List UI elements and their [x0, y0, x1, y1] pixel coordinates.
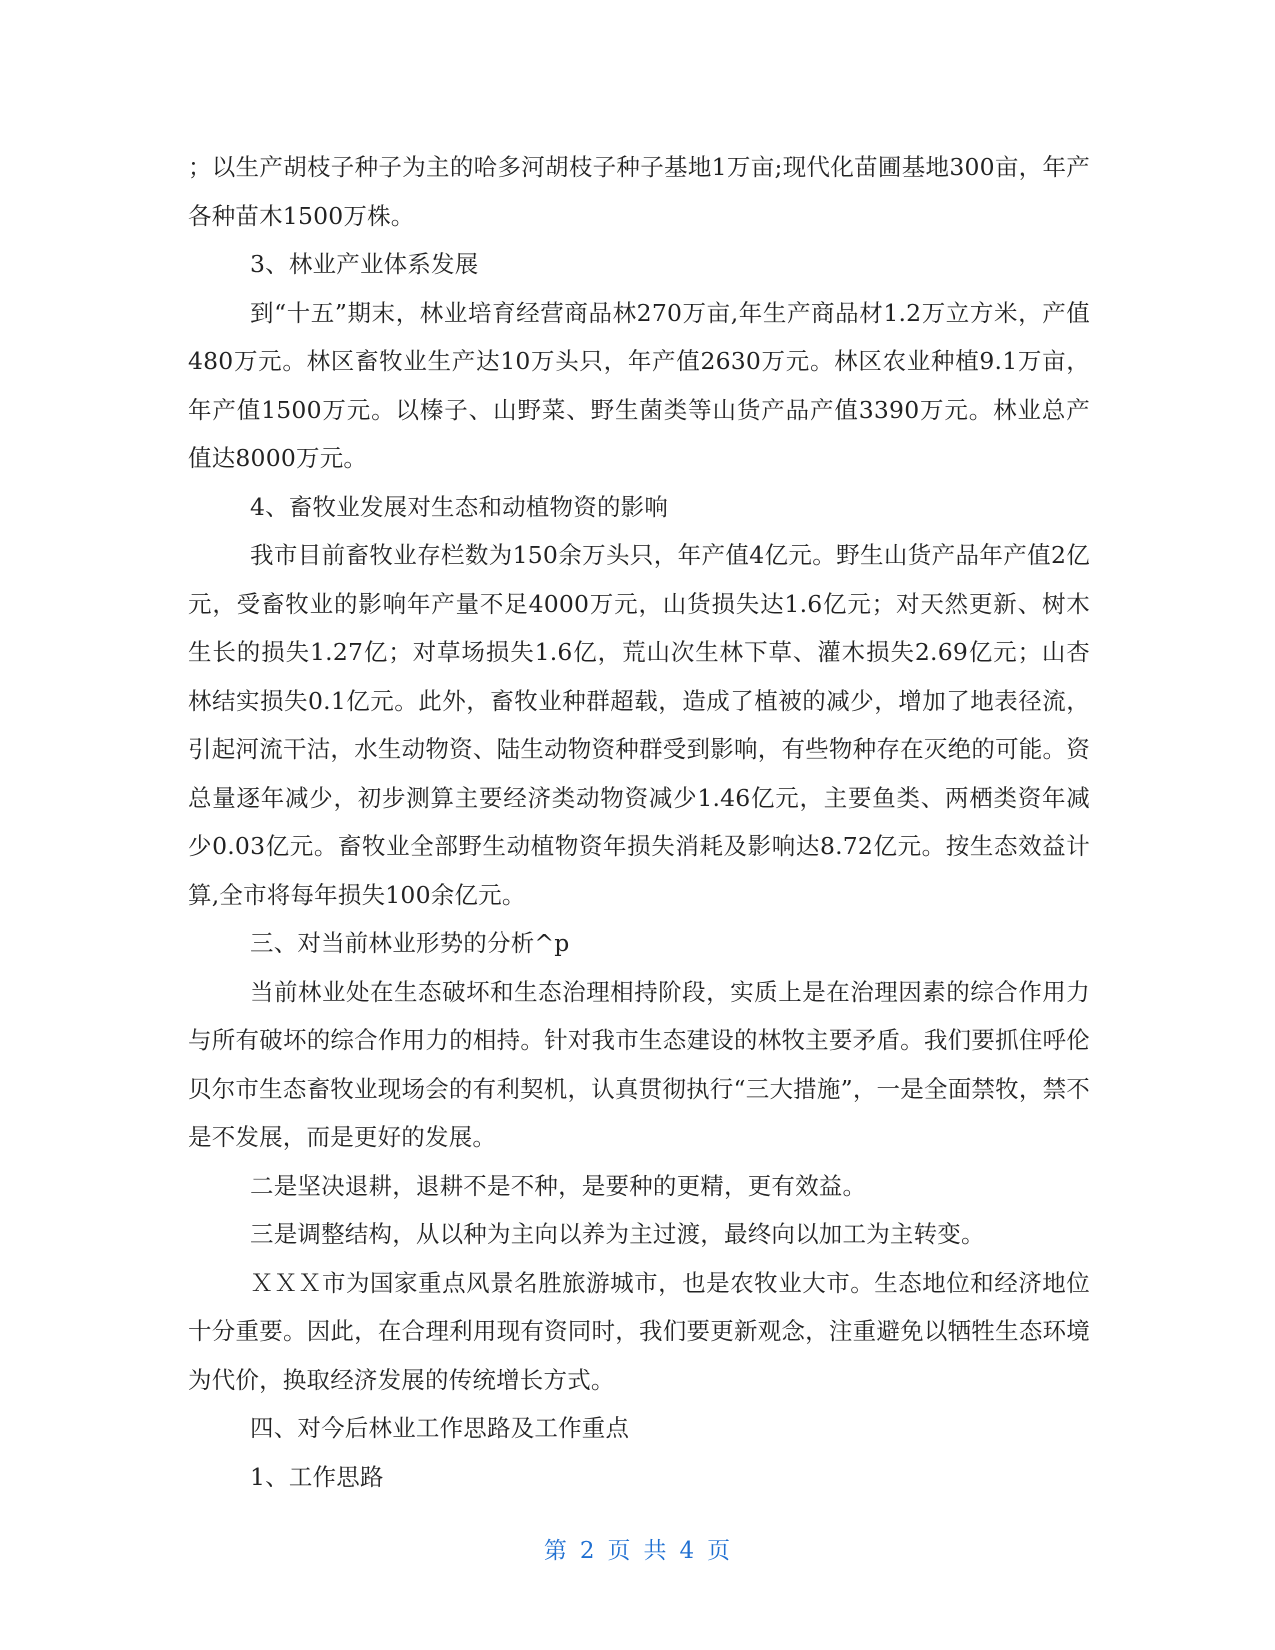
document-body [188, 143, 1090, 1501]
footer-word-di: 第 [543, 1538, 568, 1564]
paragraph-seed-base: ；以生产胡枝子种子为主的哈多河胡枝子种子基地1万亩;现代化苗圃基地300亩，年产各种苗木1500万株。 [188, 153, 1090, 230]
footer-word-gong: 共 [643, 1538, 668, 1564]
paragraph-livestock-loss: 我市目前畜牧业存栏数为150余万头只，年产值4亿元。野生山货产品年产值2亿元，受畜牧业的影响年产量不足4000万元，山货损失达1.6亿元；对天然更新、树木生长的损失1.27亿；对草场损失1.6亿，荒山次生林下草、灌木损失2.69亿元；山杏林结实损失0.1亿元。此外，畜牧业种群超载，造成了植被的减少，增加了地表径流，引起河流干沽，水生动物资、陆生动物资种群受到影响，有些物种存在灭绝的可能。资总量逐年减少，初步测算主要经济类动物资减少1.46亿元，主要鱼类、两栖类资年减少0.03亿元。畜牧业全部野生动植物资年损失消耗及影响达8.72亿元。按生态效益计算,全市将每年损失100余亿元。 [188, 541, 1090, 909]
paragraph-forestry-output: 到“十五”期末，林业培育经营商品林270万亩,年生产商品材1.2万立方米，产值480万元。林区畜牧业生产达10万头只，年产值2630万元。林区农业种植9.1万亩，年产值1500万元。以榛子、山野菜、野生菌类等山货产品产值3390万元。林业总产值达8000万元。 [188, 298, 1090, 472]
page-footer [0, 1532, 1275, 1565]
paragraph-return-farmland: 二是坚决退耕，退耕不是不种，是要种的更精，更有效益。 [250, 1171, 867, 1200]
paragraph-stalemate: 当前林业处在生态破坏和生态治理相持阶段，实质上是在治理因素的综合作用力与所有破坏的综合作用力的相持。针对我市生态建设的林牧主要矛盾。我们要抓住呼伦贝尔市生态畜牧业现场会的有利契机，认真贯彻执行“三大措施”，一是全面禁牧，禁不是不发展，而是更好的发展。 [188, 977, 1090, 1151]
total-page-count: 4 [679, 1538, 696, 1564]
paragraph-adjust-structure: 三是调整结构，从以种为主向以养为主过渡，最终向以加工为主转变。 [250, 1220, 985, 1248]
current-page-number: 2 [579, 1538, 596, 1564]
heading-forestry-industry: 3、林业产业体系发展 [250, 250, 479, 278]
footer-word-ye-end: 页 [707, 1538, 732, 1564]
heading-situation-analysis: 三、对当前林业形势的分析^p [250, 929, 570, 957]
paragraph-city-status: ＸＸＸ市为国家重点风景名胜旅游城市，也是农牧业大市。生态地位和经济地位十分重要。因此，在合理利用现有资同时，我们要更新观念，注重避免以牺牲生态环境为代价，换取经济发展的传统增长方式。 [188, 1268, 1090, 1394]
heading-livestock-impact: 4、畜牧业发展对生态和动植物资的影响 [250, 492, 669, 521]
heading-work-ideas: 1、工作思路 [250, 1462, 384, 1491]
footer-word-ye: 页 [607, 1538, 632, 1564]
heading-future-work: 四、对今后林业工作思路及工作重点 [250, 1414, 630, 1442]
